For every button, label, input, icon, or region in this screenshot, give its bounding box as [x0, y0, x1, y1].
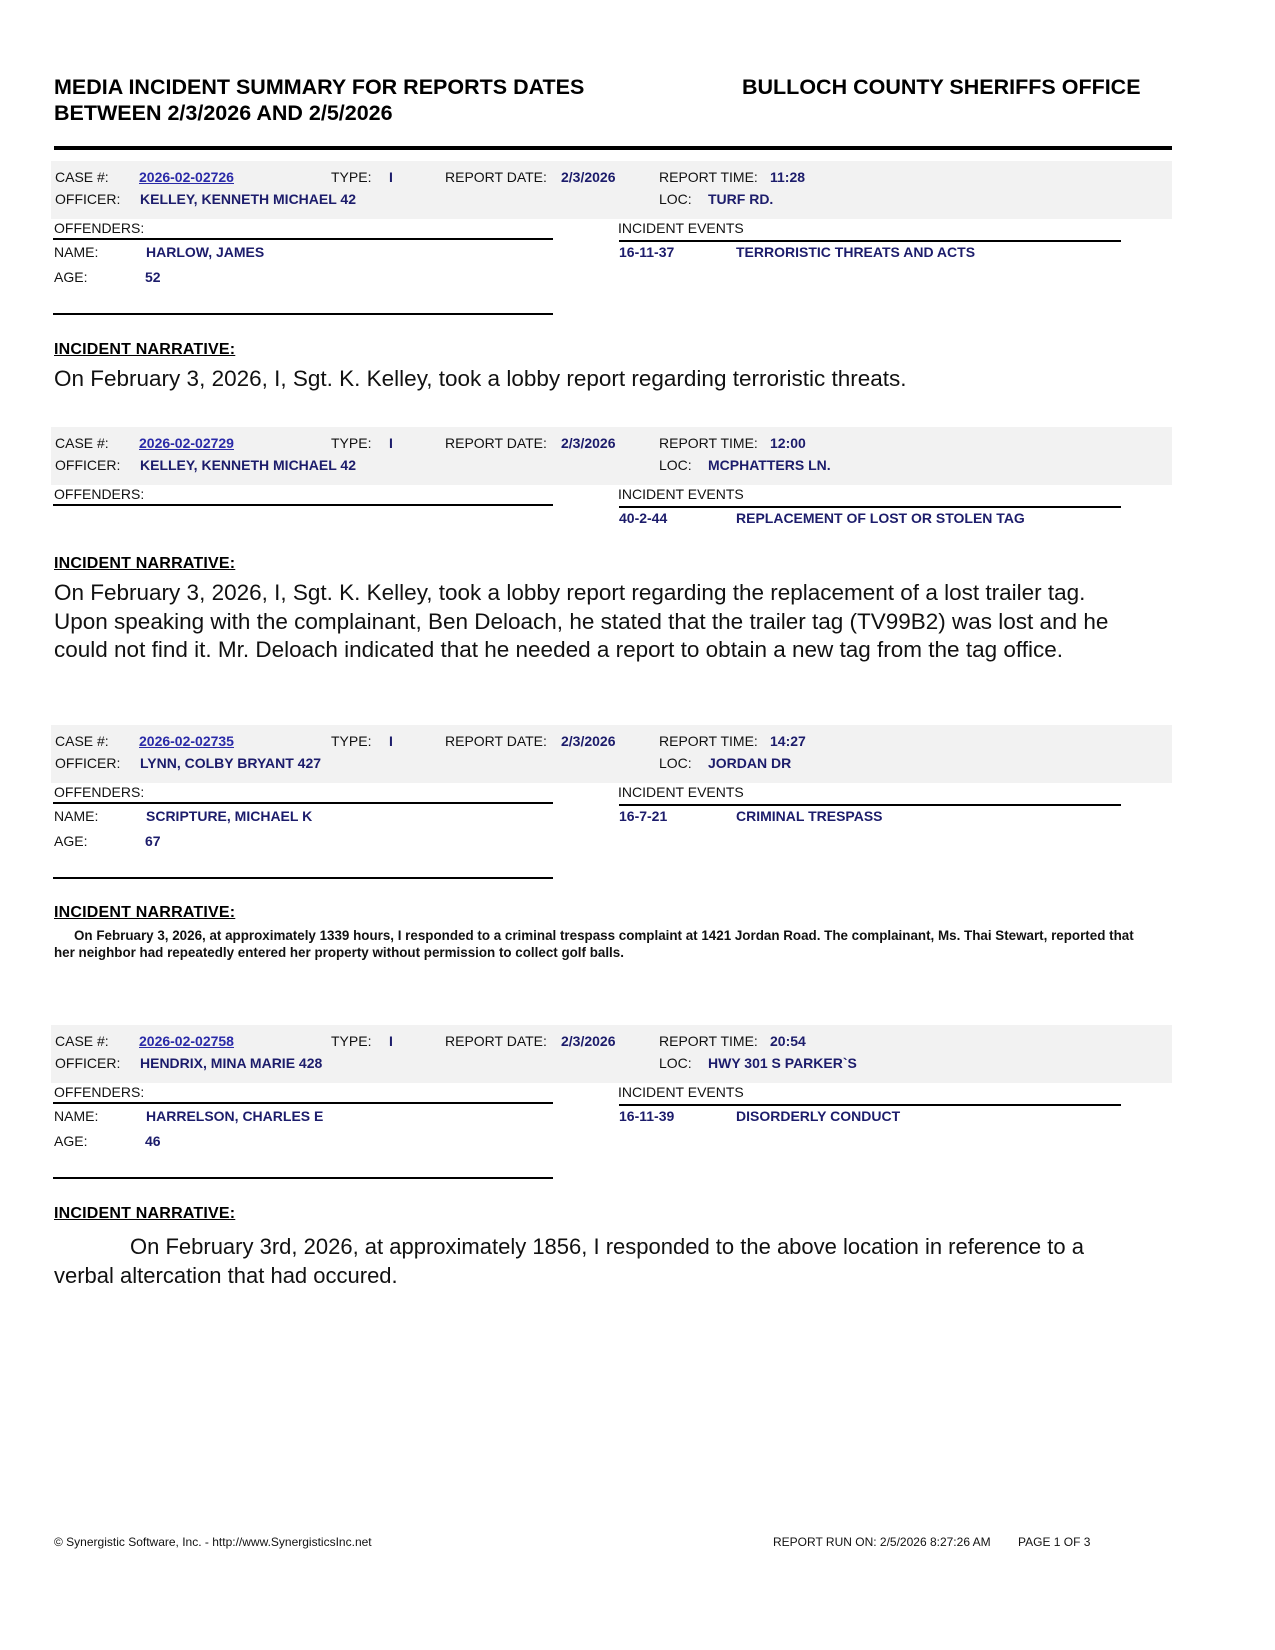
- event-description: DISORDERLY CONDUCT: [736, 1108, 901, 1124]
- age-label: AGE:: [54, 269, 88, 285]
- loc-label: LOC:: [659, 1055, 692, 1071]
- offenders-rule: [53, 238, 553, 240]
- case-label: CASE #:: [55, 1033, 109, 1049]
- officer-label: OFFICER:: [55, 1055, 121, 1071]
- report-time-value: 12:00: [770, 435, 806, 451]
- officer-label: OFFICER:: [55, 755, 121, 771]
- report-time-label: REPORT TIME:: [659, 169, 758, 185]
- case-label: CASE #:: [55, 435, 109, 451]
- narrative-text: On February 3, 2026, I, Sgt. K. Kelley, took a lobby report regarding the replacement of a lost trailer tag. Upon speaking with the complainant, Ben Deloach, he stated that the trailer tag (TV99B2) was lost and he could not find it. Mr. Deloach indicated that he needed a report to obtain a new tag from the tag office.: [54, 580, 1109, 662]
- case-number-link[interactable]: 2026-02-02729: [139, 435, 234, 451]
- event-code: 16-11-39: [619, 1108, 675, 1124]
- offenders-label: OFFENDERS:: [54, 220, 145, 236]
- name-label: NAME:: [54, 808, 99, 824]
- offenders-rule: [53, 504, 553, 506]
- officer-label: OFFICER:: [55, 457, 121, 473]
- age-label: AGE:: [54, 833, 88, 849]
- report-time-label: REPORT TIME:: [659, 733, 758, 749]
- event-code: 16-11-37: [619, 244, 675, 260]
- loc-value: JORDAN DR: [708, 755, 792, 771]
- event-code: 16-7-21: [619, 808, 668, 824]
- report-date-value: 2/3/2026: [561, 435, 616, 451]
- offender-age: 52: [145, 269, 161, 285]
- officer-value: KELLEY, KENNETH MICHAEL 42: [140, 191, 356, 207]
- event-description: CRIMINAL TRESPASS: [736, 808, 883, 824]
- offender-name: HARLOW, JAMES: [146, 244, 265, 260]
- report-date-label: REPORT DATE:: [445, 733, 547, 749]
- events-rule: [619, 804, 1121, 806]
- loc-value: HWY 301 S PARKER`S: [708, 1055, 857, 1071]
- type-label: TYPE:: [331, 733, 372, 749]
- report-date-value: 2/3/2026: [561, 1033, 616, 1049]
- report-time-value: 14:27: [770, 733, 806, 749]
- offenders-bottom-rule: [53, 313, 553, 315]
- incident-events-label: INCIDENT EVENTS: [618, 1084, 744, 1100]
- officer-label: OFFICER:: [55, 191, 121, 207]
- type-label: TYPE:: [331, 1033, 372, 1049]
- header-divider: [54, 146, 1172, 150]
- offender-name: HARRELSON, CHARLES E: [146, 1108, 324, 1124]
- type-value: I: [389, 169, 393, 185]
- case-number-link[interactable]: 2026-02-02735: [139, 733, 234, 749]
- type-value: I: [389, 733, 393, 749]
- type-label: TYPE:: [331, 435, 372, 451]
- offenders-bottom-rule: [53, 1177, 553, 1179]
- loc-label: LOC:: [659, 755, 692, 771]
- narrative-heading: INCIDENT NARRATIVE:: [54, 555, 236, 572]
- narrative-text: On February 3rd, 2026, at approximately 1856, I responded to the above location in reference to a verbal altercation that had occured.: [54, 1234, 1084, 1288]
- report-title-line2: BETWEEN 2/3/2026 AND 2/5/2026: [54, 101, 393, 125]
- footer-run-on: REPORT RUN ON: 2/5/2026 8:27:26 AM: [773, 1535, 991, 1549]
- narrative-text: On February 3, 2026, at approximately 1339 hours, I responded to a criminal trespass complaint at 1421 Jordan Road. The complainant, Ms. Thai Stewart, reported that her neighbor had repeatedly entered her property without permission to collect golf balls.: [54, 928, 1134, 960]
- offender-name: SCRIPTURE, MICHAEL K: [146, 808, 313, 824]
- event-description: REPLACEMENT OF LOST OR STOLEN TAG: [736, 510, 1025, 526]
- loc-label: LOC:: [659, 457, 692, 473]
- offenders-label: OFFENDERS:: [54, 784, 145, 800]
- incident-events-label: INCIDENT EVENTS: [618, 220, 744, 236]
- report-time-value: 20:54: [770, 1033, 806, 1049]
- loc-value: TURF RD.: [708, 191, 774, 207]
- report-title-line1: MEDIA INCIDENT SUMMARY FOR REPORTS DATES: [54, 75, 585, 99]
- report-date-label: REPORT DATE:: [445, 169, 547, 185]
- report-time-label: REPORT TIME:: [659, 435, 758, 451]
- offender-age: 46: [145, 1133, 161, 1149]
- loc-label: LOC:: [659, 191, 692, 207]
- agency-name: BULLOCH COUNTY SHERIFFS OFFICE: [742, 75, 1141, 99]
- footer-page-number: PAGE 1 OF 3: [1018, 1535, 1091, 1549]
- offenders-label: OFFENDERS:: [54, 486, 145, 502]
- narrative-heading: INCIDENT NARRATIVE:: [54, 341, 236, 358]
- report-date-value: 2/3/2026: [561, 169, 616, 185]
- case-number-link[interactable]: 2026-02-02758: [139, 1033, 234, 1049]
- officer-value: HENDRIX, MINA MARIE 428: [140, 1055, 323, 1071]
- report-time-value: 11:28: [770, 169, 806, 185]
- events-rule: [619, 506, 1121, 508]
- case-label: CASE #:: [55, 169, 109, 185]
- footer-copyright: © Synergistic Software, Inc. - http://www.SynergisticsInc.net: [54, 1535, 372, 1549]
- case-number-link[interactable]: 2026-02-02726: [139, 169, 234, 185]
- name-label: NAME:: [54, 244, 99, 260]
- event-description: TERRORISTIC THREATS AND ACTS: [736, 244, 976, 260]
- name-label: NAME:: [54, 1108, 99, 1124]
- report-time-label: REPORT TIME:: [659, 1033, 758, 1049]
- events-rule: [619, 1104, 1121, 1106]
- incident-events-label: INCIDENT EVENTS: [618, 486, 744, 502]
- narrative-heading: INCIDENT NARRATIVE:: [54, 1205, 236, 1222]
- report-date-label: REPORT DATE:: [445, 1033, 547, 1049]
- report-date-label: REPORT DATE:: [445, 435, 547, 451]
- offenders-rule: [53, 1102, 553, 1104]
- event-code: 40-2-44: [619, 510, 668, 526]
- case-label: CASE #:: [55, 733, 109, 749]
- officer-value: LYNN, COLBY BRYANT 427: [140, 755, 322, 771]
- offender-age: 67: [145, 833, 161, 849]
- narrative-heading: INCIDENT NARRATIVE:: [54, 904, 236, 921]
- type-label: TYPE:: [331, 169, 372, 185]
- offenders-rule: [53, 802, 553, 804]
- loc-value: MCPHATTERS LN.: [708, 457, 831, 473]
- incident-events-label: INCIDENT EVENTS: [618, 784, 744, 800]
- report-date-value: 2/3/2026: [561, 733, 616, 749]
- events-rule: [619, 240, 1121, 242]
- officer-value: KELLEY, KENNETH MICHAEL 42: [140, 457, 356, 473]
- narrative-text: On February 3, 2026, I, Sgt. K. Kelley, took a lobby report regarding terroristic threats.: [54, 366, 907, 391]
- age-label: AGE:: [54, 1133, 88, 1149]
- offenders-label: OFFENDERS:: [54, 1084, 145, 1100]
- type-value: I: [389, 1033, 393, 1049]
- offenders-bottom-rule: [53, 877, 553, 879]
- type-value: I: [389, 435, 393, 451]
